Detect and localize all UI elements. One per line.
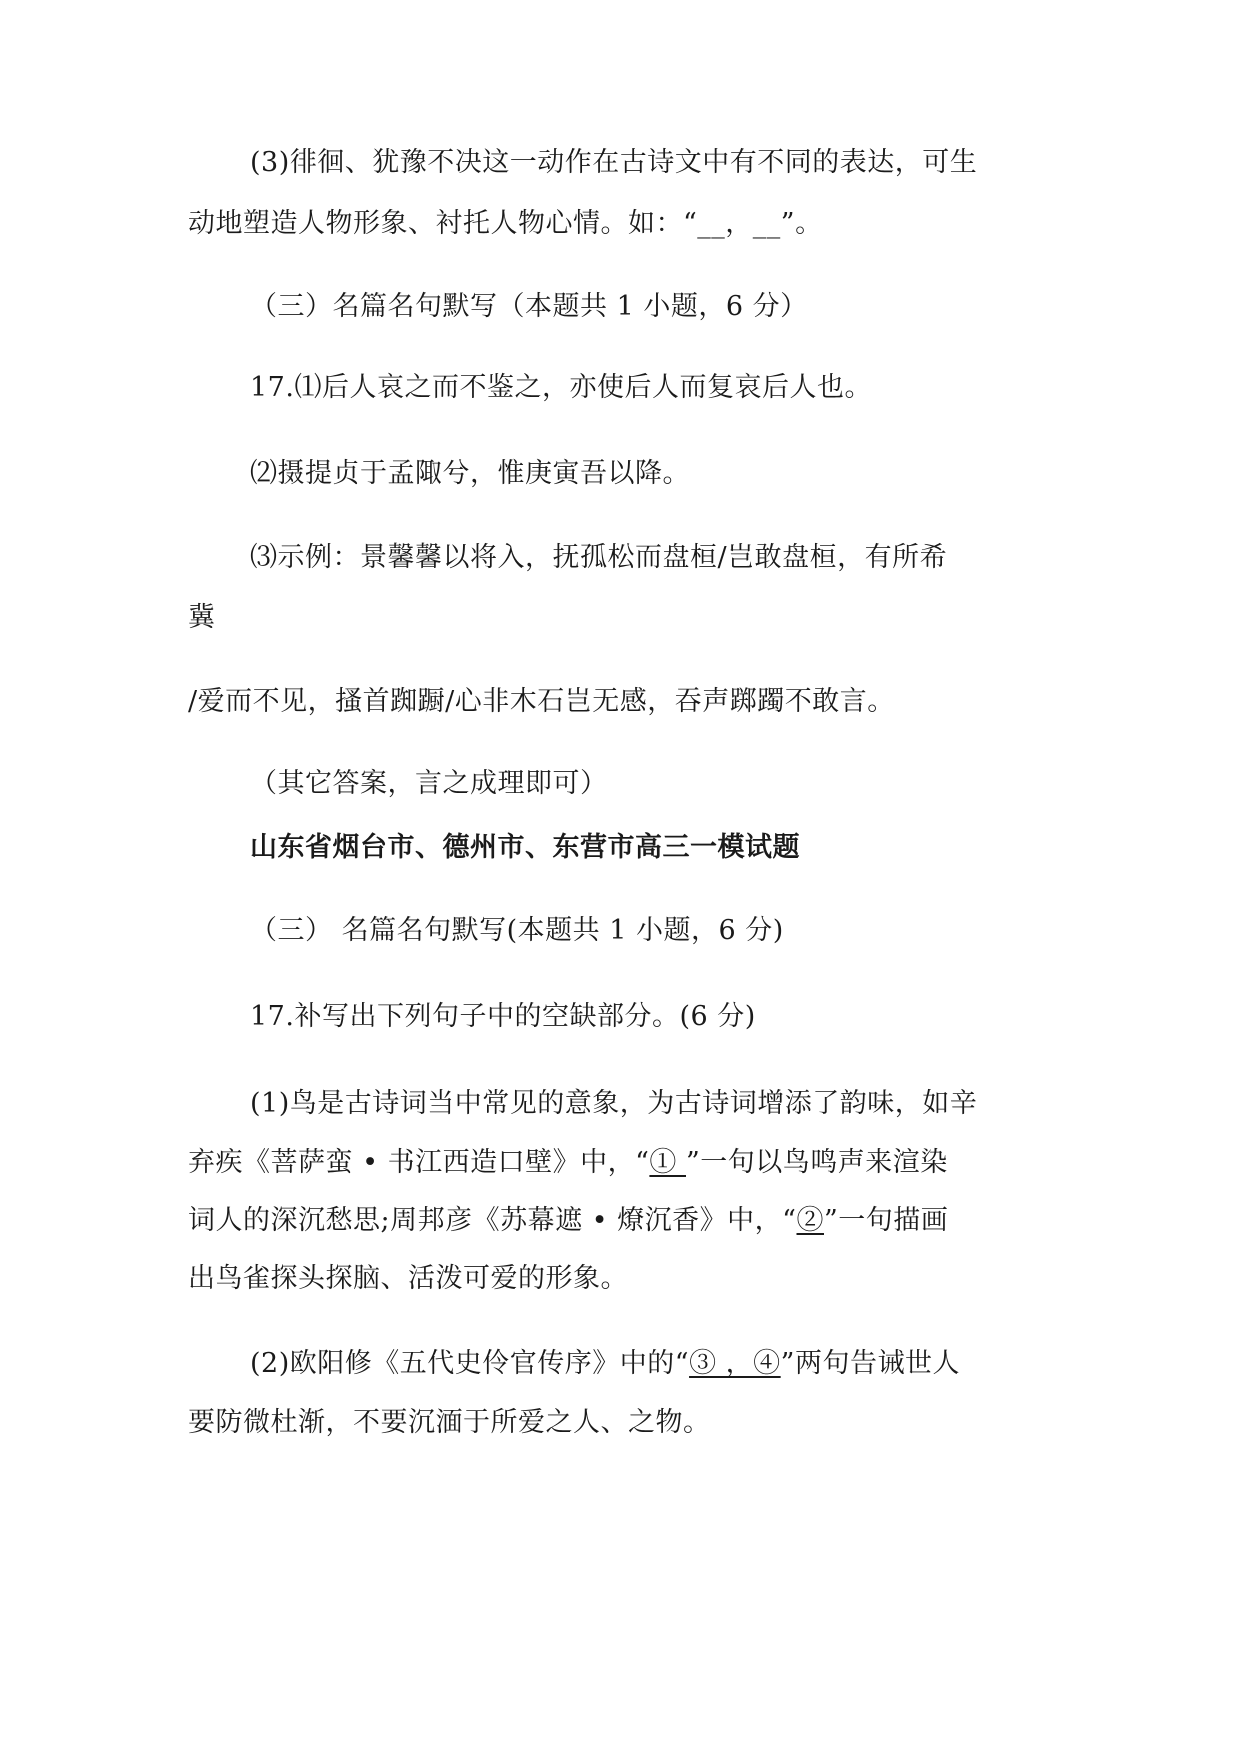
question-line [250,1347,960,1381]
blank-1: ① [649,1147,686,1178]
blank-2: ② [796,1205,824,1236]
text-line: 动地塑造人物形象、衬托人物心情。如：“__，__”。 [188,208,823,239]
text-segment: ”两句告诫世人 [780,1348,960,1379]
text-line: (3)徘徊、犹豫不决这一动作在古诗文中有不同的表达，可生 [250,147,978,178]
answer-line: ⑵摄提贞于孟陬兮，惟庚寅吾以降。 [250,458,690,489]
question-line: 17.补写出下列句子中的空缺部分。(6 分) [250,1001,756,1032]
text-segment: (2)欧阳修《五代史伶官传序》中的“ [250,1348,690,1379]
blank-3-4: ③ ，④ [689,1348,781,1379]
question-line [188,1204,948,1238]
question-line: (1)鸟是古诗词当中常见的意象，为古诗词增添了韵味，如辛 [250,1088,978,1119]
answer-line: 冀 [188,602,216,633]
text-segment: ”一句描画 [824,1205,949,1236]
answer-line: ⑶示例：景馨馨以将入，抚孤松而盘桓/岂敢盘桓，有所希 [250,542,948,573]
note-line: （其它答案，言之成理即可） [250,768,608,799]
text-segment: ”一句以鸟鸣声来渲染 [686,1147,948,1178]
answer-line: /爱而不见，搔首踟蹰/心非木石岂无感，吞声踯躅不敢言。 [188,686,895,717]
question-line [188,1146,948,1180]
text-segment: 词人的深沉愁思;周邦彦《苏幕遮 • 燎沉香》中，“ [188,1205,797,1236]
question-line: 出鸟雀探头探脑、活泼可爱的形象。 [188,1263,628,1294]
section-header: （三） 名篇名句默写(本题共 1 小题，6 分) [250,915,784,946]
question-line: 要防微杜渐，不要沉湎于所爱之人、之物。 [188,1407,711,1438]
section-header: （三）名篇名句默写（本题共 1 小题，6 分） [250,291,808,322]
answer-line: 17.⑴后人哀之而不鉴之，亦使后人而复哀后人也。 [250,372,872,403]
text-segment: 弃疾《菩萨蛮 • 书江西造口壁》中，“ [188,1147,650,1178]
exam-title: 山东省烟台市、德州市、东营市高三一模试题 [250,832,800,863]
